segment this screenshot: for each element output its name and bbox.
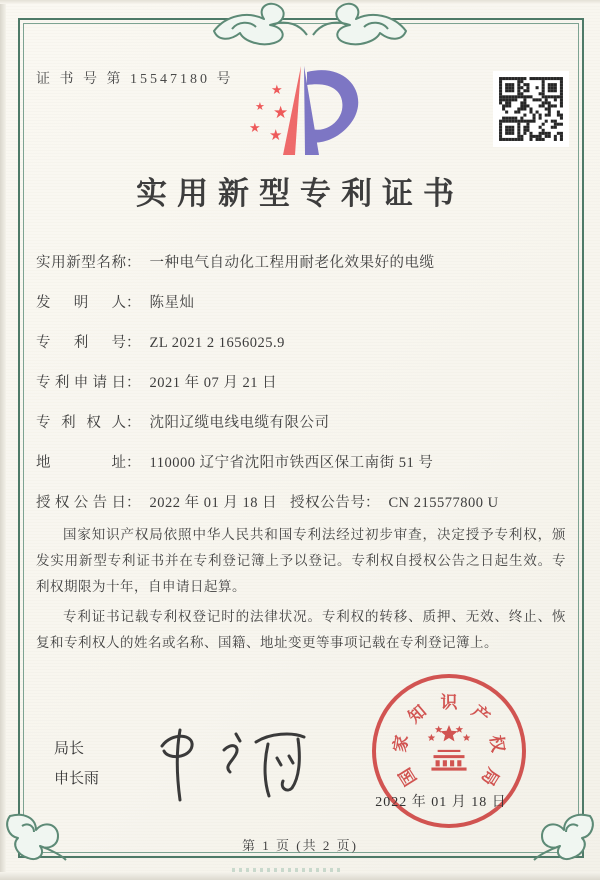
seal-ring-char: 局	[477, 764, 503, 789]
field-value: ZL 2021 2 1656025.9	[149, 335, 285, 351]
seal-ring-char: 产	[467, 701, 494, 727]
handwritten-signature-icon	[148, 720, 328, 808]
field-colon: ：	[126, 495, 141, 511]
field-value: 2022 年 01 月 18 日	[149, 495, 278, 511]
field-label: 授权公告号	[290, 495, 365, 511]
seal-ring-char: 权	[486, 733, 508, 754]
officer-title: 局长	[54, 740, 85, 757]
seal-date: 2022 年 01 月 18 日	[375, 795, 507, 810]
svg-text:★: ★	[269, 126, 283, 144]
certificate-fields	[36, 252, 568, 532]
national-emblem-icon	[418, 722, 480, 784]
field-colon: ：	[126, 375, 141, 391]
field-label: 专利申请日	[36, 375, 126, 391]
scan-edge-bottom	[0, 872, 600, 880]
svg-text:★: ★	[249, 121, 261, 136]
field-row-name	[36, 252, 568, 275]
field-row-filing-date	[36, 372, 568, 395]
cnipa-logo-icon	[243, 58, 375, 168]
certificate-title: 实用新型专利证书	[136, 176, 464, 211]
field-label: 发明人	[36, 295, 126, 311]
field-row-patentee	[36, 412, 568, 435]
field-colon: ：	[126, 415, 141, 431]
field-value: 沈阳辽缆电线电缆有限公司	[149, 415, 330, 431]
field-value: 110000 辽宁省沈阳市铁西区保工南街 51 号	[149, 455, 434, 471]
scan-edge-left	[0, 0, 6, 880]
field-value: 2021 年 07 月 21 日	[149, 375, 278, 391]
page-number: 第 1 页 (共 2 页)	[242, 838, 358, 853]
svg-text:★: ★	[271, 83, 283, 98]
field-colon: ：	[126, 255, 141, 271]
field-value: 一种电气自动化工程用耐老化效果好的电缆	[149, 255, 435, 271]
officer-block	[54, 734, 99, 794]
field-colon: ：	[126, 455, 141, 471]
field-row-address	[36, 452, 568, 475]
field-label: 专利号	[36, 335, 126, 351]
qr-svg	[496, 74, 566, 144]
field-colon: ：	[126, 295, 141, 311]
field-value: CN 215577800 U	[388, 495, 499, 511]
seal-ring-char: 国	[395, 764, 421, 789]
legal-paragraph-1: 国家知识产权局依照中华人民共和国专利法经过初步审查，决定授予专利权，颁发实用新型专利证书并在专利登记簿上予以登记。专利权自授权公告之日起生效。专利权期限为十年，自申请日起算。	[36, 527, 566, 594]
certificate-number: 证 书 号 第 15547180 号	[36, 72, 234, 87]
legal-paragraph-2: 专利证书记载专利权登记时的法律状况。专利权的转移、质押、无效、终止、恢复和专利权人的姓名或名称、国籍、地址变更等事项记载在专利登记簿上。	[36, 609, 566, 650]
top-border-flourish	[210, 1, 410, 49]
field-grant-number	[290, 492, 499, 515]
svg-text:★: ★	[255, 100, 265, 113]
field-label: 专利权人	[36, 415, 126, 431]
field-label: 授权公告日	[36, 495, 126, 511]
field-colon: ：	[365, 495, 380, 511]
field-colon: ：	[126, 335, 141, 351]
officer-name: 申长雨	[54, 770, 100, 787]
seal-ring-char: 家	[390, 733, 412, 754]
field-label: 实用新型名称	[36, 255, 126, 271]
field-label: 地址	[36, 455, 126, 471]
legal-paragraphs	[36, 522, 566, 660]
seal-ring-char: 识	[440, 693, 458, 712]
qr-code	[496, 74, 566, 144]
field-row-patent-number	[36, 332, 568, 355]
svg-text:★: ★	[273, 103, 289, 123]
seal-ring-char: 知	[404, 701, 431, 727]
field-row-grant	[36, 492, 568, 515]
field-row-inventor	[36, 292, 568, 315]
field-value: 陈星灿	[149, 295, 195, 311]
